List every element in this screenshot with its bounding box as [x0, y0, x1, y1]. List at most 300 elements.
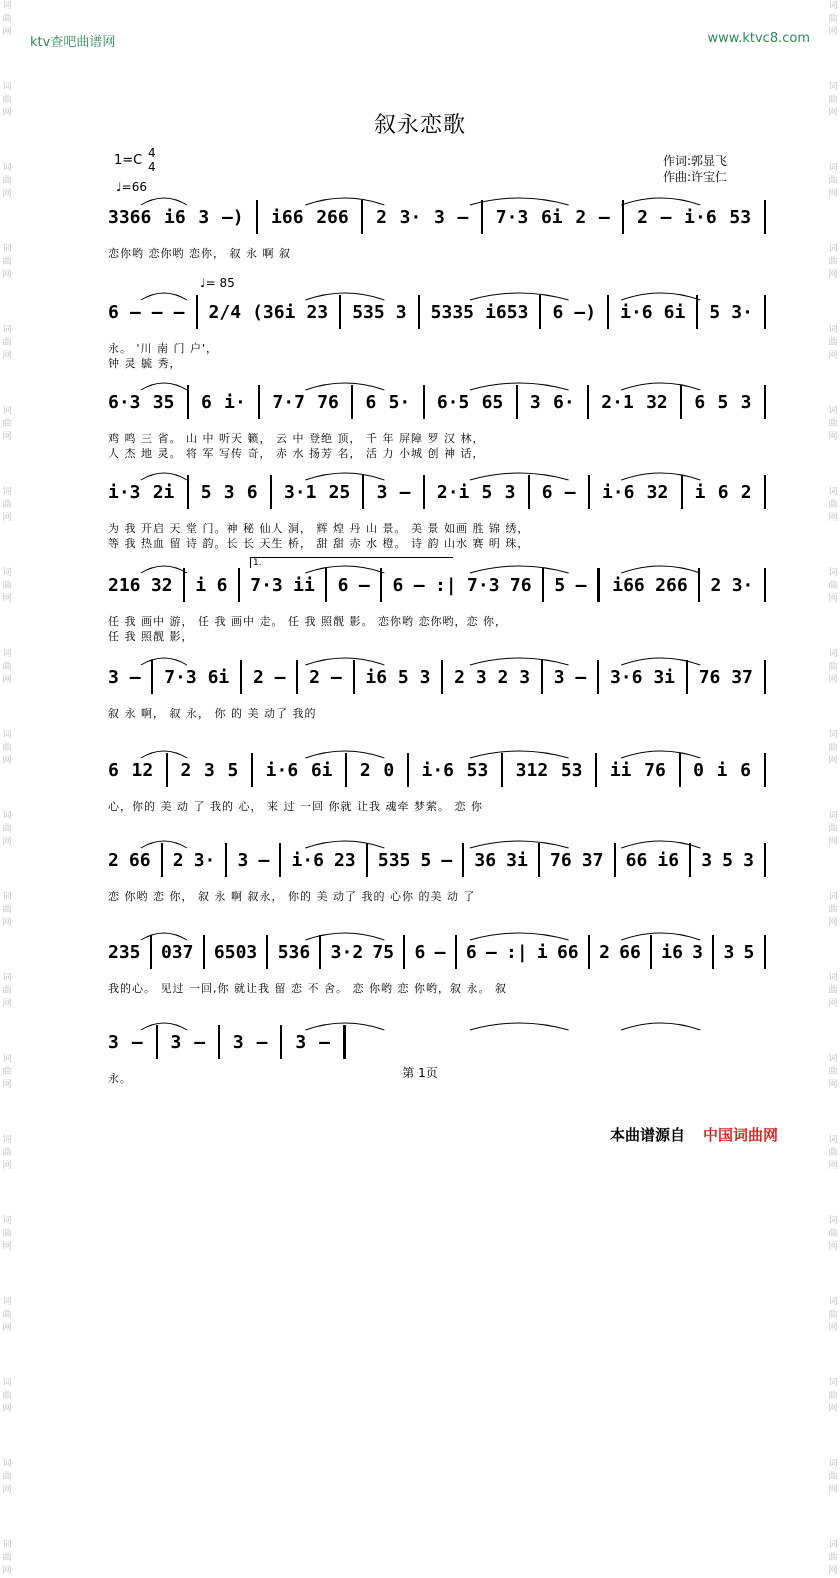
watermark-text: 词曲网: [828, 82, 838, 118]
slur: [141, 751, 187, 758]
watermark-right: [826, 0, 840, 1576]
note: 66: [625, 849, 648, 871]
watermark-text: 词曲网: [2, 1459, 12, 1495]
note: 2: [309, 666, 321, 688]
note: 3: [692, 941, 704, 963]
note: 25: [328, 481, 351, 503]
score-row: [108, 390, 766, 460]
note: 76: [550, 849, 572, 871]
note: 32: [150, 574, 173, 596]
note: 3·1: [283, 481, 317, 503]
lyric-line: 任 我 画中 游， 任 我 画中 走。 任 我 照靓 影。 恋你哟 恋你哟，恋 你，: [108, 615, 507, 628]
lyric-line: 心，你的 美 动 了 我的 心， 来 过 一回 你就 让我 魂牵 梦萦。 恋 你: [108, 800, 483, 813]
note: 76: [698, 666, 721, 688]
slur: [621, 293, 700, 300]
watermark-text: 词曲网: [828, 244, 838, 280]
note: 32: [646, 481, 669, 503]
notes-line: [108, 848, 766, 872]
notes-line: [108, 480, 766, 504]
slur-arcs: [108, 744, 766, 760]
note: 6: [392, 574, 404, 596]
note: 3: [237, 849, 249, 871]
volta-bracket: 1.: [250, 557, 453, 568]
slur: [305, 293, 384, 300]
note: 3·: [399, 206, 422, 228]
slur: [141, 841, 187, 848]
note: 6: [108, 759, 119, 781]
note: 66: [619, 941, 641, 963]
note: 75: [372, 941, 395, 963]
note: :|: [434, 574, 457, 596]
note: i: [694, 481, 706, 503]
note: 3: [108, 1031, 119, 1053]
note: ii: [609, 759, 632, 781]
note: 5: [420, 849, 432, 871]
note: 2: [172, 849, 184, 871]
note: 3: [204, 759, 215, 781]
note: 53: [729, 206, 752, 228]
note: –: [434, 941, 446, 963]
source-label: 本曲谱源自: [610, 1126, 686, 1144]
note: 7·3: [495, 206, 529, 228]
watermark-text: 词曲网: [828, 487, 838, 523]
note: –): [574, 301, 597, 323]
slur-arcs: [108, 834, 766, 850]
note: 3: [529, 391, 541, 413]
note: 7·3: [250, 574, 283, 596]
note: 5: [200, 481, 212, 503]
note: :|: [505, 941, 528, 963]
slur: [470, 293, 569, 300]
note: 2: [710, 574, 722, 596]
watermark-text: 词曲网: [2, 244, 12, 280]
note: 32: [646, 391, 668, 413]
note: 7·7: [272, 391, 305, 413]
note: 3: [743, 849, 754, 871]
note: i6: [657, 849, 680, 871]
watermark-text: 词曲网: [828, 649, 838, 685]
watermark-text: 词曲网: [828, 406, 838, 442]
note: 2·i: [436, 481, 470, 503]
note: 3: [504, 481, 516, 503]
note: 266: [316, 206, 349, 228]
note: i: [716, 759, 728, 781]
source-brand[interactable]: 中国词曲网: [703, 1126, 779, 1144]
note: 6: [694, 391, 706, 413]
note: 23: [334, 849, 356, 871]
note: –: [564, 481, 576, 503]
watermark-text: 词曲网: [828, 1135, 838, 1171]
watermark-text: 词曲网: [2, 1216, 12, 1252]
page-number: 第 1页: [402, 1066, 438, 1080]
note: 6: [465, 941, 477, 963]
watermark-text: 词曲网: [2, 1297, 12, 1333]
note: i·6: [620, 301, 653, 323]
note: i653: [485, 301, 529, 323]
note: –: [358, 574, 370, 596]
note: –: [485, 941, 497, 963]
slur-arcs: [108, 466, 766, 482]
source-credit: [610, 1124, 778, 1145]
note: i·6: [601, 481, 635, 503]
note: 312: [515, 759, 549, 781]
lyric-line: 人 杰 地 灵。 将 军 写传 奇， 赤 水 扬芳 名， 活 力 小城 创 神 话，: [108, 447, 485, 460]
note: 2/4: [208, 301, 242, 323]
note: 35: [152, 391, 175, 413]
note: 6i: [310, 759, 333, 781]
watermark-text: 词曲网: [2, 325, 12, 361]
notes-line: [108, 940, 766, 964]
watermark-text: 词曲网: [2, 163, 12, 199]
score-row: [108, 1030, 348, 1085]
watermark-text: 词曲网: [2, 1054, 12, 1090]
lyric-line: 为 我 开启 天 堂 门。神 秘 仙人 洞， 辉 煌 丹 山 景。 美 景 如画 胜 锦 绣，: [108, 522, 530, 535]
watermark-text: 词曲网: [2, 973, 12, 1009]
note: 23: [306, 301, 329, 323]
lyric-line: 永。: [108, 1072, 132, 1085]
watermark-text: 词曲网: [2, 811, 12, 847]
slur: [470, 751, 569, 758]
watermark-text: 词曲网: [2, 487, 12, 523]
lyric-line: 钟 灵 毓 秀，: [108, 357, 182, 370]
note: –: [413, 574, 425, 596]
note: –: [399, 481, 411, 503]
notes-line: [108, 665, 766, 689]
note: 3: [475, 666, 487, 688]
watermark-text: 词曲网: [828, 892, 838, 928]
note: i66: [271, 206, 304, 228]
note: 5335: [430, 301, 475, 323]
note: –: [457, 206, 469, 228]
note: –: [330, 666, 342, 688]
note: 3: [295, 1031, 307, 1053]
note: 216: [108, 574, 141, 596]
watermark-text: 词曲网: [828, 1216, 838, 1252]
note: 6i: [207, 666, 230, 688]
notes-line: [108, 573, 766, 597]
note: 7·3: [164, 666, 197, 688]
lyric-line: 我的心。 见过 一回,你 就让我 留 恋 不 舍。 恋 你哟 恋 你哟，叙 永。 叙: [108, 982, 507, 995]
slur: [141, 658, 187, 665]
note: 6i: [663, 301, 686, 323]
note: –: [660, 206, 672, 228]
slur: [141, 566, 187, 573]
note: 6·: [553, 391, 575, 413]
time-sig-top: 4: [148, 146, 156, 160]
note: 3·6: [609, 666, 643, 688]
site-name-left[interactable]: ktv查吧曲谱网: [30, 35, 116, 50]
score-row: [108, 758, 766, 813]
tempo-marking: ♩=66: [116, 180, 147, 194]
note: 6: [365, 391, 377, 413]
slur: [470, 383, 569, 390]
note: –): [221, 206, 244, 228]
note: 2: [740, 481, 752, 503]
note: 5: [554, 574, 566, 596]
notes-line: [108, 1030, 348, 1054]
note: 3i: [653, 666, 675, 688]
watermark-text: 词曲网: [2, 406, 12, 442]
note: 53: [466, 759, 489, 781]
note: –: [194, 1031, 206, 1053]
note: 3·: [731, 574, 754, 596]
slur: [621, 198, 700, 205]
lyric-line: 鸡 鸣 三 省。 山 中 听天 籁， 云 中 登绝 顶， 千 年 屏障 罗 汉 林，: [108, 432, 485, 445]
note: 65: [481, 391, 504, 413]
watermark-text: 词曲网: [828, 1540, 838, 1576]
note: –: [151, 301, 163, 323]
watermark-text: 词曲网: [828, 1054, 838, 1090]
note: 6: [740, 759, 752, 781]
note: 2i: [152, 481, 175, 503]
note: i: [536, 941, 548, 963]
note: 6: [414, 941, 426, 963]
song-title: 叙永恋歌: [373, 113, 466, 138]
note: i: [195, 574, 207, 596]
slur: [305, 198, 384, 205]
note: i·6: [421, 759, 454, 781]
slur: [470, 933, 569, 940]
note: –: [131, 1031, 143, 1053]
score-row: [108, 558, 766, 643]
note: 2: [376, 206, 387, 228]
note: –: [256, 1031, 268, 1053]
slur: [305, 473, 384, 480]
note: 5: [722, 849, 733, 871]
watermark-text: 词曲网: [828, 1, 838, 37]
note: 3·2: [330, 941, 364, 963]
watermark-text: 词曲网: [828, 1297, 838, 1333]
lyric-line: 等 我 热血 留 诗 韵。长 长 天生 桥， 甜 甜 赤 水 橙。 诗 韵 山水 赛 明 珠，: [108, 537, 530, 550]
watermark-text: 词曲网: [2, 1378, 12, 1414]
note: 3: [553, 666, 565, 688]
slur-arcs: [108, 191, 766, 207]
note: 2: [497, 666, 509, 688]
notes-line: [108, 758, 766, 782]
note: –: [274, 666, 286, 688]
slur: [470, 566, 569, 573]
slur: [621, 933, 700, 940]
note: 6503: [213, 941, 258, 963]
watermark-text: 词曲网: [828, 811, 838, 847]
time-signature: [148, 146, 156, 174]
slur-arcs: [108, 1016, 766, 1032]
score-row: [108, 205, 766, 260]
slur: [621, 1023, 700, 1030]
note: 5: [709, 301, 721, 323]
note: 3: [198, 206, 210, 228]
note: 3: [170, 1031, 182, 1053]
watermark-text: 词曲网: [2, 1540, 12, 1576]
note: 5: [743, 941, 755, 963]
slur-arcs: [108, 376, 766, 392]
note: 3: [701, 849, 713, 871]
note: i6: [661, 941, 683, 963]
slur: [141, 293, 187, 300]
lyric-line: 任 我 照靓 影，: [108, 630, 194, 643]
note: 6: [717, 481, 729, 503]
note: –: [319, 1031, 330, 1053]
note: 5: [227, 759, 239, 781]
note: 5: [481, 481, 493, 503]
note: 2: [575, 206, 587, 228]
time-sig-bottom: 4: [148, 160, 156, 174]
slur-arcs: [108, 651, 766, 667]
watermark-text: 词曲网: [828, 1459, 838, 1495]
note: –: [173, 301, 185, 323]
note: 6: [541, 481, 553, 503]
slur: [305, 383, 384, 390]
note: 6: [246, 481, 258, 503]
note: 235: [108, 941, 141, 963]
lyricist: 作词:郭显飞: [663, 154, 728, 168]
note: 2: [454, 666, 465, 688]
slur: [305, 751, 384, 758]
watermark-text: 词曲网: [2, 730, 12, 766]
note: 6: [216, 574, 228, 596]
lyric-line: 叙 永 啊， 叙 永， 你 的 美 动了 我的: [108, 707, 317, 720]
note: 0: [693, 759, 705, 781]
note: 3: [434, 206, 445, 228]
notes-line: [108, 300, 766, 324]
note: i·: [224, 391, 246, 413]
slur: [470, 658, 569, 665]
note: 53: [560, 759, 583, 781]
composer: 作曲:许宝仁: [663, 170, 728, 184]
note: 5: [397, 666, 409, 688]
note: 3366: [108, 206, 152, 228]
note: 3i: [506, 849, 528, 871]
note: i·6: [291, 849, 324, 871]
slur: [470, 198, 569, 205]
slur-arcs: [108, 926, 766, 942]
note: i·6: [265, 759, 299, 781]
note: 2: [252, 666, 264, 688]
note: 536: [277, 941, 311, 963]
slur: [305, 841, 384, 848]
note: i6: [365, 666, 388, 688]
note: i·6: [684, 206, 717, 228]
watermark-text: 词曲网: [2, 892, 12, 928]
slur: [621, 751, 700, 758]
note: 5·: [388, 391, 411, 413]
note: 3·: [731, 301, 753, 323]
note: 3: [108, 666, 119, 688]
slur: [621, 473, 700, 480]
note: –: [441, 849, 453, 871]
note: 37: [731, 666, 753, 688]
note: –: [129, 301, 141, 323]
note: 12: [131, 759, 154, 781]
watermark-text: 词曲网: [828, 568, 838, 604]
watermark-text: 词曲网: [2, 649, 12, 685]
watermark-text: 词曲网: [2, 568, 12, 604]
notes-line: [108, 205, 766, 229]
note: –: [598, 206, 610, 228]
note: 3: [723, 941, 735, 963]
note: 76: [644, 759, 666, 781]
watermark-text: 词曲网: [2, 82, 12, 118]
score-row: [108, 848, 766, 903]
slur: [621, 841, 700, 848]
note: –: [575, 666, 587, 688]
note: 535: [352, 301, 385, 323]
note: 66: [556, 941, 579, 963]
slur: [470, 473, 569, 480]
note: 6·3: [108, 391, 141, 413]
note: –: [258, 849, 270, 871]
slur: [305, 933, 384, 940]
credits: [663, 153, 727, 185]
slur: [621, 383, 700, 390]
slur: [305, 1023, 384, 1030]
lyric-line: 恋你哟 恋你哟 恋你， 叙 永 啊 叙: [108, 247, 291, 260]
watermark-text: 词曲网: [828, 163, 838, 199]
note: 3: [232, 1031, 244, 1053]
watermark-left: [0, 0, 14, 1576]
note: 7·3: [467, 574, 500, 596]
tempo-change: ♩= 85: [200, 276, 235, 290]
note: 6i: [540, 206, 563, 228]
note: 3: [395, 301, 407, 323]
watermark-text: 词曲网: [2, 1135, 12, 1171]
score-row: [108, 665, 766, 720]
note: 6: [552, 301, 564, 323]
lyric-line: 恋 你哟 恋 你， 叙 永 啊 叙永， 你的 美 动了 我的 心你 的美 动 了: [108, 890, 476, 903]
note: –: [129, 666, 141, 688]
slur: [470, 1023, 569, 1030]
note: 0: [383, 759, 395, 781]
key-signature: 1=C: [114, 153, 143, 168]
note: 2: [359, 759, 371, 781]
note: 2·1: [601, 391, 634, 413]
note: 2: [599, 941, 610, 963]
note: 36: [474, 849, 497, 871]
note: ii: [293, 574, 315, 596]
note: 76: [317, 391, 339, 413]
slur: [141, 473, 187, 480]
note: i66: [612, 574, 645, 596]
note: (36i: [252, 301, 296, 323]
note: 266: [655, 574, 688, 596]
note: 6·5: [436, 391, 470, 413]
score-row: [108, 480, 766, 550]
note: 3: [519, 666, 531, 688]
note: 66: [128, 849, 151, 871]
note: 037: [160, 941, 194, 963]
note: –: [575, 574, 587, 596]
slur: [141, 933, 187, 940]
note: 5: [717, 391, 729, 413]
watermark-text: 词曲网: [2, 1, 12, 37]
score-row: [108, 940, 766, 995]
site-url-right[interactable]: www.ktvc8.com: [707, 31, 810, 46]
note: i·3: [108, 481, 141, 503]
note: 2: [180, 759, 192, 781]
note: 2: [637, 206, 648, 228]
note: 3·: [193, 849, 216, 871]
watermark-text: 词曲网: [828, 730, 838, 766]
note: 6: [337, 574, 349, 596]
slur: [470, 841, 569, 848]
lyric-line: 永。 '川 南 门 户'，: [108, 342, 219, 355]
note: 3: [376, 481, 388, 503]
score-row: [108, 276, 766, 370]
watermark-text: 词曲网: [828, 973, 838, 1009]
note: 6: [201, 391, 212, 413]
note: 6: [108, 301, 119, 323]
slur: [141, 1023, 187, 1030]
